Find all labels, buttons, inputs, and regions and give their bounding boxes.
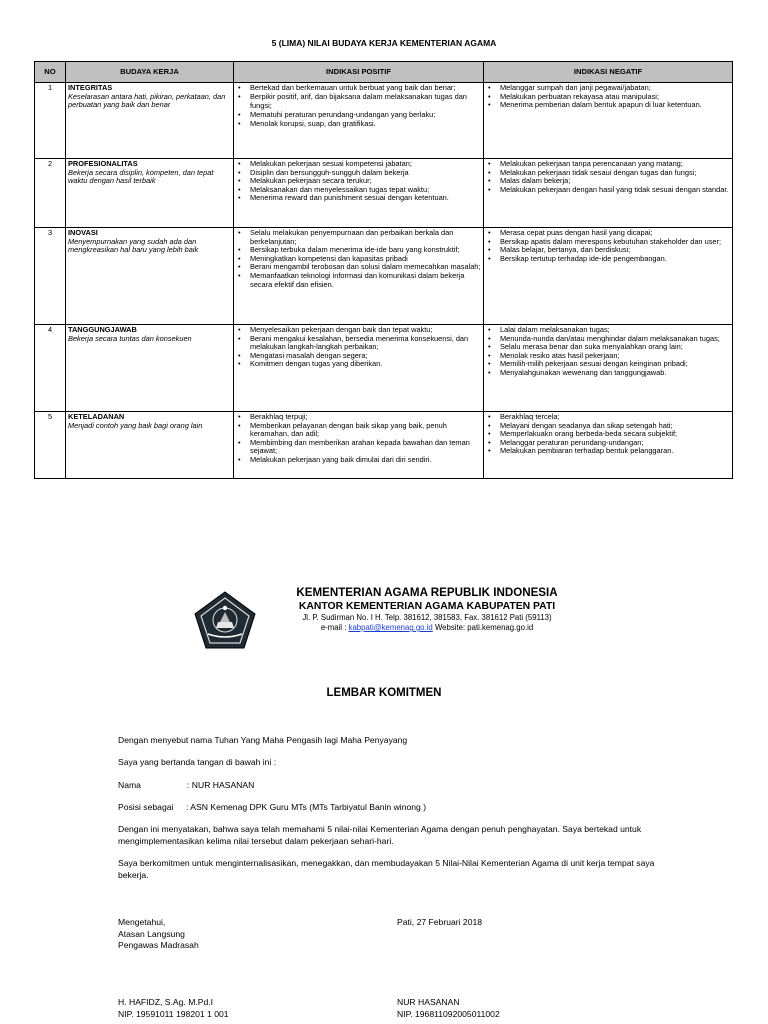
list-item: • Melanggar sumpah dan janji pegawai/jabatan;	[500, 84, 730, 93]
row-number: 1	[35, 83, 66, 159]
list-item: • Melanggar peraturan perundang-undangan;	[500, 439, 730, 448]
negative-indicators-cell	[484, 412, 733, 479]
office-name: KANTOR KEMENTERIAN AGAMA KABUPATEN PATI	[298, 601, 556, 612]
table-row	[35, 412, 733, 479]
office-address: Jl. P. Sudirman No. I H. Telp. 381612, 381583, Fax. 381612 Pati (59113)	[302, 613, 552, 622]
value-cell	[66, 228, 234, 325]
list-item: • Menyelesaikan pekerjaan dengan baik dan tepat waktu;	[250, 326, 481, 335]
list-item: • Melakukan pekerjaan yang baik dimulai dari diri sendiri.	[250, 456, 481, 465]
website-text: Website: pati.kemenag.go.id	[434, 623, 534, 632]
list-item: • Melakukan pekerjaan tidak sesaui dengan tugas dan fungsi;	[500, 169, 730, 178]
opening-line: Dengan menyebut nama Tuhan Yang Maha Pengasih lagi Maha Penyayang	[118, 735, 408, 745]
value-name: INTEGRITAS	[68, 83, 113, 92]
signer-intro: Saya yang bertanda tangan di bawah ini :	[118, 757, 277, 767]
list-item: • Selalu merasa benar dan suka menyalahkan orang lain;	[500, 343, 730, 352]
list-item: • Malas belajar, bertanya, dan berdiskusi;	[500, 246, 730, 255]
row-number: 4	[35, 325, 66, 412]
supervisor-label: Atasan Langsung	[118, 928, 185, 939]
list-item: • Melakukan pembiaran terhadap bentuk pelanggaran.	[500, 447, 730, 456]
statement-paragraph: Dengan ini menyatakan, bahwa saya telah memahami 5 nilai-nilai Kementerian Agama dengan penuh penghayatan. Saya bertekad untuk mengimplementasikan kelima nilai tersebut dalam pekerjaan sehari-hari.	[118, 824, 642, 846]
list-item: • Melakukan pekerjaan tanpa perencanaan yang matang;	[500, 160, 730, 169]
value-description: Menyempurnakan yang sudah ada dan mengkreasikan hal baru yang lebih baik	[68, 236, 199, 255]
contact-line	[262, 623, 592, 633]
positive-indicators-cell	[234, 159, 484, 228]
supervisor-nip: NIP. 19591011 198201 1 001	[118, 1008, 229, 1019]
list-item: • Menolak korupsi, suap, dan gratifikasi.	[250, 120, 481, 129]
table-row	[35, 83, 733, 159]
header-budaya-kerja: BUDAYA KERJA	[66, 62, 234, 83]
list-item: • Berani mengambil terobosan dan solusi dalam memecahkan masalah;	[250, 263, 481, 272]
list-item: • Meningkatkan kompetensi dan kapasitas pribadi	[250, 255, 481, 264]
list-item: • Membimbing dan memberikan arahan kepada bawahan dan teman sejawat;	[250, 439, 481, 456]
list-item: • Komitmen dengan tugas yang diberikan.	[250, 360, 481, 369]
list-item: • Selalu melakukan penyempurnaan dan perbaikan berkala dan berkelanjutan;	[250, 229, 481, 246]
value-name: PROFESIONALITAS	[68, 159, 138, 168]
supervisor-signature	[118, 997, 338, 1020]
document-title: LEMBAR KOMITMEN	[326, 687, 442, 699]
page-title: 5 (LIMA) NILAI BUDAYA KERJA KEMENTERIAN AGAMA	[271, 38, 497, 48]
list-item: • Menerima pemberian dalam bentuk apapun di luar ketentuan.	[500, 101, 730, 110]
row-number: 2	[35, 159, 66, 228]
table-row	[35, 228, 733, 325]
value-description: Bekerja secara tuntas dan konsekuen	[68, 333, 192, 343]
list-item: • Menolak resiko atas hasil pekerjaan;	[500, 352, 730, 361]
table-row	[35, 159, 733, 228]
list-item: • Memilih-milih pekerjaan sesuai dengan keinginan pribadi;	[500, 360, 730, 369]
name-value: : NUR HASANAN	[187, 780, 255, 790]
name-label: Nama	[118, 780, 141, 790]
list-item: • Lalai dalam melaksanakan tugas;	[500, 326, 730, 335]
commitment-paragraph: Saya berkomitmen untuk menginternalisasikan, menegakkan, dan membudayakan 5 Nilai-Nilai Kementerian Agama di unit kerja tempat saya bekerja.	[118, 858, 655, 880]
place-date: Pati, 27 Februari 2018	[397, 917, 483, 927]
value-name: TANGGUNGJAWAB	[68, 325, 137, 334]
list-item: • Malas dalam bekerja;	[500, 177, 730, 186]
email-label: e-mail :	[320, 623, 347, 632]
list-item: • Berakhlaq tercela;	[500, 413, 730, 422]
value-name: INOVASI	[68, 228, 98, 237]
list-item: • Berakhlaq terpuji;	[250, 413, 481, 422]
list-item: • Melakukan pekerjaan sesuai kompetensi jabatan;	[250, 160, 481, 169]
list-item: • Memberikan pelayanan dengan baik sikap yang baik, penuh keramahan, dan adil;	[250, 422, 481, 439]
table-row	[35, 325, 733, 412]
work-culture-table	[34, 61, 733, 479]
list-item: • Menyalahgunakan wewenang dan tanggungjawab.	[500, 369, 730, 378]
acknowledgement-block	[118, 917, 318, 952]
value-cell	[66, 83, 234, 159]
ministry-emblem-icon	[192, 590, 258, 650]
negative-indicators-cell	[484, 83, 733, 159]
value-cell	[66, 412, 234, 479]
negative-indicators-cell	[484, 325, 733, 412]
position-value: : ASN Kemenag DPK Guru MTs (MTs Tarbiyatul Banin winong )	[186, 802, 427, 812]
table-header-row	[35, 62, 733, 83]
header-indikasi-negatif: INDIKASI NEGATIF	[484, 62, 733, 83]
list-item: • Bertekad dan berkemauan untuk berbuat yang baik dan benar;	[250, 84, 481, 93]
list-item: • Berpikir positif, arif, dan bijaksana dalam melaksanakan tugas dan fungsi;	[250, 93, 481, 110]
list-item: • Melayani dengan seadanya dan sikap setengah hati;	[500, 422, 730, 431]
list-item: • Melakukan pekerjaan dengan hasil yang tidak sesuai dengan standar.	[500, 186, 730, 195]
email-link[interactable]: kabpati@kemenag.go.id	[348, 623, 433, 632]
list-item: • Memperlakuakn orang berbeda-beda secara subjektif;	[500, 430, 730, 439]
letterhead	[190, 586, 590, 656]
header-indikasi-positif: INDIKASI POSITIF	[234, 62, 484, 83]
list-item: • Merasa cepat puas dengan hasil yang dicapai;	[500, 229, 730, 238]
value-cell	[66, 325, 234, 412]
list-item: • Menerima reward dan punishment sesuai dengan ketentuan.	[250, 194, 481, 203]
list-item: • Disiplin dan bersungguh-sungguh dalam bekerja	[250, 169, 481, 178]
list-item: • Bersikap apatis dalam merespons kebutuhan stakeholder dan user;	[500, 238, 730, 247]
list-item: • Berani mengakui kesalahan, bersedia menerima konsekuensi, dan melakukan langkah-langkah perbaikan;	[250, 335, 481, 352]
supervisor-name: H. HAFIDZ, S.Ag. M.Pd.I	[118, 997, 214, 1007]
position-label: Posisi sebagai	[118, 802, 174, 812]
list-item: • Bersikap terbuka dalam menerima ide-ide baru yang konstruktif;	[250, 246, 481, 255]
positive-indicators-cell	[234, 83, 484, 159]
negative-indicators-cell	[484, 228, 733, 325]
list-item: • Memanfaatkan teknologi informasi dan komunikasi dalam bekerja secara efektif dan efisien.	[250, 272, 481, 289]
row-number: 5	[35, 412, 66, 479]
value-name: KETELADANAN	[68, 412, 125, 421]
list-item: • Melakukan perbuatan rekayasa atau manipulasi;	[500, 93, 730, 102]
list-item: • Melakukan pekerjaan secara terukur;	[250, 177, 481, 186]
signer-name: NUR HASANAN	[397, 997, 460, 1007]
signer-signature	[397, 997, 617, 1020]
acknowledged-label: Mengetahui,	[118, 917, 166, 927]
header-no: NO	[35, 62, 66, 83]
signer-nip: NIP. 196811092005011002	[397, 1008, 500, 1019]
ministry-name: KEMENTERIAN AGAMA REPUBLIK INDONESIA	[296, 586, 558, 599]
positive-indicators-cell	[234, 412, 484, 479]
position-row	[118, 802, 678, 814]
value-description: Bekerja secara disiplin, kompeten, dan tepat waktu dengan hasil terbaik	[68, 167, 214, 186]
positive-indicators-cell	[234, 325, 484, 412]
negative-indicators-cell	[484, 159, 733, 228]
list-item: • Melaksanakan dan menyelessaikan tugas tepat waktu;	[250, 186, 481, 195]
list-item: • Mematuhi peraturan perundang-undangan yang berlaku;	[250, 111, 481, 120]
value-description: Menjadi contoh yang baik bagi orang lain	[68, 420, 203, 430]
list-item: • Bersikap tertutup terhadap ide-ide pengembangan.	[500, 255, 730, 264]
positive-indicators-cell	[234, 228, 484, 325]
row-number: 3	[35, 228, 66, 325]
name-row	[118, 780, 678, 792]
value-cell	[66, 159, 234, 228]
list-item: • Menunda-nunda dan/atau menghindar dalam melaksanakan tugas;	[500, 335, 730, 344]
list-item: • Mengatasi masalah dengan segera;	[250, 352, 481, 361]
supervisor-role: Pengawas Madrasah	[118, 940, 199, 950]
value-description: Keselarasan antara hati, pikiran, perkataan, dan perbuatan yang baik dan benar	[68, 91, 226, 110]
